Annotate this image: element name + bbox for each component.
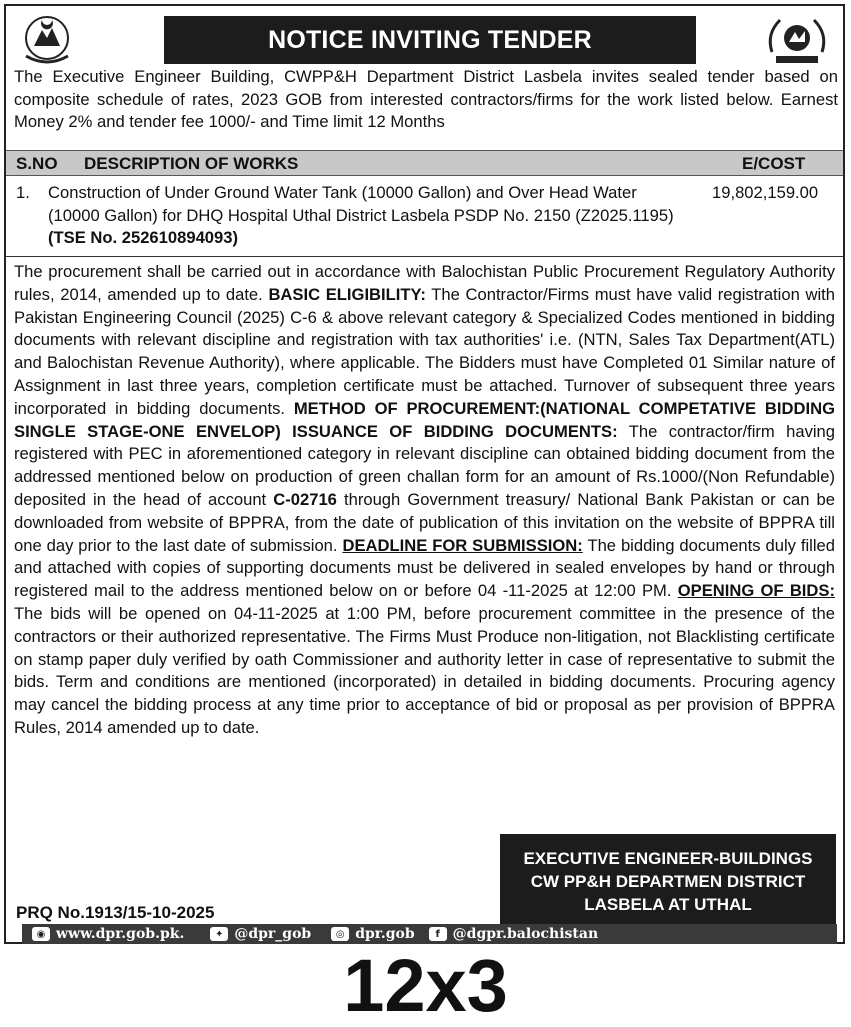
row-sno: 1. [16, 183, 30, 202]
table-header [6, 150, 843, 176]
sno-header: S.NO [16, 154, 58, 173]
cost-header: E/COST [742, 154, 806, 173]
opening-of-bids-heading: OPENING OF BIDS: [677, 581, 835, 601]
issuance-text: The contractor/firm having registered with PEC in aforementioned category in relevant discipline can obtained bidding document from the addressed mentioned below on production of green challan form for an amount of Rs.1000/(Non Refundable) deposited in the head of account [14, 421, 836, 509]
footer-facebook-text: @dgpr.balochistan [452, 926, 599, 942]
row-cost: 19,802,159.00 [712, 183, 819, 202]
instagram-icon: ◎ [331, 927, 349, 941]
row-description [48, 182, 683, 250]
tender-notice [4, 4, 845, 944]
footer-facebook[interactable] [429, 926, 598, 942]
opening-text: The bids will be opened on 04-11-2025 at 1:00 PM, before procurement committee in the presence of the contractors or their authorized representative. The Firms Must Produce non-litigation, not Blacklisting certificate on stamp paper duly verified by oath Commissioner and authority letter in case of representative to submit the bids. Term and conditions are mentioned (incorporated) in detailed in bidding documents. Procuring agency may cancel the bidding process at any time prior to acceptance of bid or proposal as per provision of BPPRA Rules, 2014 amended up to date. [14, 603, 835, 737]
work-description: Construction of Under Ground Water Tank (10000 Gallon) and Over Head Water (10000 Gallon) for DHQ Hospital Uthal District Lasbela PSDP No. 2150 (Z2025.1195) [48, 183, 674, 225]
page-title: NOTICE INVITING TENDER [164, 16, 696, 64]
twitter-icon: ✦ [210, 927, 228, 941]
signature-line-1: EXECUTIVE ENGINEER-BUILDINGS [523, 848, 813, 868]
footer-instagram[interactable] [331, 926, 414, 942]
dgpr-emblem-icon [762, 12, 832, 68]
deadline-text: The bidding documents duly filled and attached with copies of supporting documents must be delivered in sealed envelopes by hand or through registered mail to the address mentioned below on or before 04 -11-2025 at 12:00 PM. [14, 535, 835, 601]
account-code: C-02716 [273, 489, 337, 509]
footer-twitter[interactable] [210, 926, 311, 942]
prq-number: PRQ No.1913/15-10-2025 [16, 903, 215, 922]
tender-body [6, 256, 843, 816]
globe-icon: ◉ [32, 927, 50, 941]
footer-web-text: www.dpr.gob.pk. [56, 926, 185, 942]
basic-eligibility-heading: BASIC ELIGIBILITY: [268, 284, 426, 304]
table-row [6, 178, 843, 254]
footer-bar [22, 924, 837, 944]
download-text: through Government treasury/ National Bank Pakistan or can be downloaded from website of BPPRA, from the date of publication of this invitation on the website of BPPRA till one day prior to the last date of submission. [14, 489, 835, 555]
balochistan-emblem-icon [12, 12, 82, 68]
signature-block [500, 834, 836, 928]
footer-instagram-text: dpr.gob [355, 926, 415, 942]
signature-line-2: CW PP&H DEPARTMEN DISTRICT [530, 871, 806, 891]
procurement-text: The procurement shall be carried out in accordance with Balochistan Public Procurement Regulatory Authority rules, 2014, amended up to date. [14, 262, 835, 304]
method-of-procurement-heading: METHOD OF PROCUREMENT:(NATIONAL COMPETATIVE BIDDING SINGLE STAGE-ONE ENVELOP) [14, 398, 835, 441]
issuance-heading: ISSUANCE OF BIDDING DOCUMENTS: [292, 421, 618, 441]
footer-twitter-text: @dpr_gob [234, 926, 312, 942]
ad-size-label: 12x3 [343, 944, 508, 1027]
intro-paragraph: The Executive Engineer Building, CWPP&H Department District Lasbela invites sealed tender based on composite schedule of rates, 2023 GOB from interested contractors/firms for the work listed below. Earnest Money 2% and tender fee 1000/- and Time limit 12 Months [14, 67, 838, 131]
footer-web[interactable] [32, 926, 184, 942]
deadline-heading: DEADLINE FOR SUBMISSION: [342, 535, 583, 555]
description-header: DESCRIPTION OF WORKS [84, 154, 299, 173]
eligibility-text: The Contractor/Firms must have valid registration with Pakistan Engineering Council (2025) C-6 & above relevant category & Specialized Codes mentioned in bidding documents with relevant discipline and registration with tax authorities' i.e. (NTN, Sales Tax Department(ATL) and Balochistan Revenue Authority), where applicable. The Bidders must have Completed 01 Similar nature of Assignment in last three years, completion certificate must be attached. Turnover of subsequent three years incorporated in bidding documents. [14, 284, 835, 418]
facebook-icon: f [429, 927, 447, 941]
signature-line-3: LASBELA AT UTHAL [584, 894, 752, 914]
tse-number: (TSE No. 252610894093) [48, 228, 239, 247]
